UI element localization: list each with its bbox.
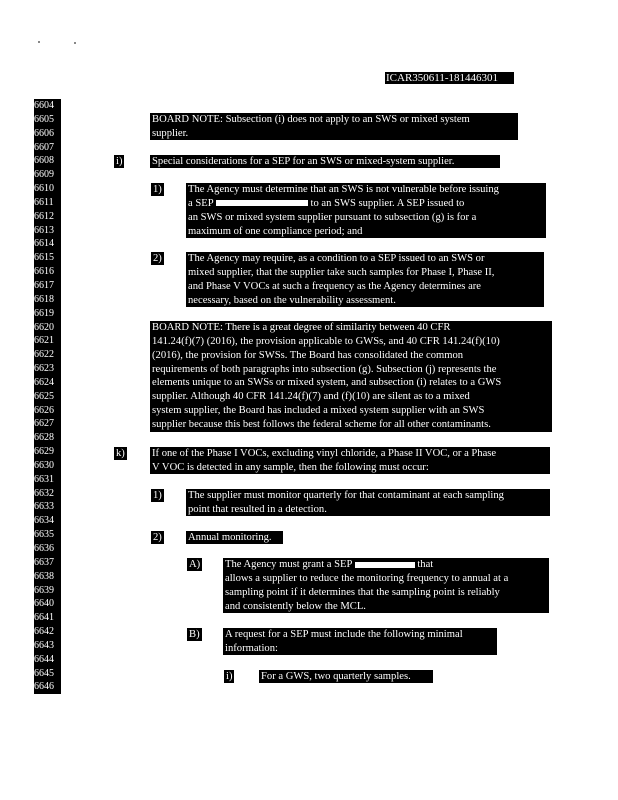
- line-number: 6641: [34, 612, 54, 624]
- item-k-line: If one of the Phase I VOCs, excluding vinyl chloride, a Phase II VOC, or a Phase: [152, 448, 497, 459]
- redaction-mark: [355, 562, 415, 568]
- item-i2-line: and Phase V VOCs at such a frequency as the Agency determines are: [188, 280, 482, 292]
- item-k1-line: The supplier must monitor quarterly for that contaminant at each sampling: [188, 490, 504, 501]
- board-note-1-line: BOARD NOTE: Subsection (i) does not apply to an SWS or mixed system: [152, 114, 470, 125]
- line-number: 6606: [34, 127, 54, 139]
- board-note-2: [150, 321, 552, 432]
- line-number: 6620: [34, 321, 54, 333]
- item-k2A-line: sampling point if it determines that the sampling point is reliably: [225, 586, 500, 598]
- line-number: 6616: [34, 266, 54, 278]
- item-i2-label: 2): [153, 253, 162, 264]
- line-number: 6610: [34, 183, 54, 195]
- board-note-2-line: (2016), the provision for SWSs. The Board has consolidated the common: [152, 349, 464, 361]
- line-number: 6639: [34, 584, 54, 596]
- line-number: 6613: [34, 224, 54, 236]
- item-i-line: Special considerations for a SEP for an SWS or mixed-system supplier.: [152, 156, 455, 167]
- line-number: 6611: [34, 196, 54, 208]
- item-k2A-text: [223, 558, 549, 613]
- item-i2-line: mixed supplier, that the supplier take such samples for Phase I, Phase II,: [188, 266, 495, 278]
- line-number: 6644: [34, 653, 54, 665]
- item-k1-label: 1): [153, 490, 162, 501]
- line-number: 6615: [34, 252, 54, 264]
- line-number: 6608: [34, 155, 54, 167]
- item-i1-segment: to an SWS supplier. A SEP issued to: [310, 197, 465, 209]
- item-k2Bi-text: [259, 670, 433, 683]
- item-i1-label: 1): [153, 184, 162, 195]
- item-i1-text: [186, 183, 546, 238]
- item-k2A-label: A): [189, 559, 201, 570]
- item-k-text: [150, 447, 550, 474]
- line-number: 6646: [34, 681, 54, 693]
- item-i2-line: The Agency may require, as a condition to a SEP issued to an SWS or: [188, 253, 485, 264]
- item-k2-line: Annual monitoring.: [188, 532, 272, 543]
- line-number: 6607: [34, 141, 54, 153]
- item-k1-text: [186, 489, 550, 516]
- line-number: 6612: [34, 210, 54, 222]
- line-number: 6636: [34, 543, 54, 554]
- item-k2B-label: B): [189, 629, 200, 640]
- line-number: 6624: [34, 376, 54, 388]
- board-note-2-line: 141.24(f)(7) (2016), the provision applicable to GWSs, and 40 CFR 141.24(f)(10): [152, 335, 500, 347]
- item-i1-line: [188, 197, 546, 211]
- item-k2A-line: allows a supplier to reduce the monitoring frequency to annual at a: [225, 572, 509, 584]
- line-number: 6618: [34, 293, 54, 305]
- line-number: 6627: [34, 418, 54, 430]
- line-number: 6619: [34, 307, 54, 319]
- item-i1-line: maximum of one compliance period; and: [188, 225, 363, 237]
- item-i2-text: [186, 252, 544, 307]
- item-i-label: i): [116, 156, 123, 167]
- line-number: 6642: [34, 626, 54, 638]
- item-i1-line: The Agency must determine that an SWS is not vulnerable before issuing: [188, 184, 499, 195]
- line-number: 6621: [34, 335, 54, 347]
- item-k-label: k): [116, 448, 125, 459]
- board-note-2-line: elements unique to an SWSs or mixed system, and subsection (i) relates to a GWS: [152, 377, 502, 389]
- line-number: 6623: [34, 363, 54, 375]
- item-k2B-line: A request for a SEP must include the following minimal: [225, 629, 463, 640]
- line-number: 6631: [34, 473, 54, 485]
- board-note-2-line: supplier. Although 40 CFR 141.24(f)(7) and (f)(10) are silent as to a mixed: [152, 391, 470, 403]
- line-number: 6604: [34, 100, 54, 111]
- item-k2A-line: [225, 558, 549, 572]
- line-number: 6614: [34, 238, 54, 250]
- item-i-text: [150, 155, 500, 168]
- line-number: 6617: [34, 279, 54, 291]
- item-k2B-text: [223, 628, 497, 655]
- board-note-2-line: supplier because this best follows the federal scheme for all other contaminants.: [152, 418, 491, 430]
- line-number: 6628: [34, 432, 54, 444]
- line-number: 6645: [34, 667, 54, 679]
- line-number: 6632: [34, 487, 54, 499]
- item-k2Bi-line: For a GWS, two quarterly samples.: [261, 671, 411, 682]
- line-number: 6643: [34, 639, 54, 651]
- item-k1-line: point that resulted in a detection.: [188, 503, 327, 515]
- board-note-1: [150, 113, 518, 140]
- item-i1-line: an SWS or mixed system supplier pursuant to subsection (g) is for a: [188, 211, 477, 223]
- line-number: 6630: [34, 459, 54, 471]
- line-number: 6622: [34, 349, 54, 361]
- item-k2-text: [186, 531, 283, 544]
- item-i1-segment: a SEP: [188, 197, 214, 209]
- line-number: 6626: [34, 404, 54, 416]
- board-note-2-line: requirements of both paragraphs into subsection (g). Subsection (j) represents the: [152, 363, 497, 375]
- redaction-mark: [216, 200, 308, 206]
- item-k-line: V VOC is detected in any sample, then the following must occur:: [152, 461, 429, 473]
- line-number: 6634: [34, 515, 54, 527]
- item-k2-label: 2): [153, 532, 162, 543]
- item-k2A-line: and consistently below the MCL.: [225, 600, 366, 612]
- item-k2B-line: information:: [225, 642, 278, 654]
- item-k2Bi-label: i): [226, 671, 233, 682]
- item-k2A-segment: The Agency must grant a SEP: [225, 559, 353, 570]
- line-number: 6625: [34, 390, 54, 402]
- line-number: 6609: [34, 169, 54, 181]
- line-number: 6605: [34, 113, 54, 125]
- board-note-2-line: system supplier, the Board has included a mixed system supplier with an SWS: [152, 405, 485, 417]
- line-number-column: [34, 99, 61, 694]
- document-id-header: ICAR350611-181446301: [385, 72, 514, 84]
- scan-speck-left: [38, 41, 40, 43]
- scan-speck-right: [74, 42, 76, 44]
- board-note-1-line: supplier.: [152, 127, 189, 139]
- board-note-2-line: BOARD NOTE: There is a great degree of similarity between 40 CFR: [152, 322, 451, 333]
- line-number: 6638: [34, 570, 54, 582]
- line-number: 6633: [34, 501, 54, 513]
- item-i2-line: necessary, based on the vulnerability assessment.: [188, 294, 396, 306]
- line-number: 6629: [34, 446, 54, 458]
- line-number: 6635: [34, 529, 54, 541]
- line-number: 6640: [34, 598, 54, 610]
- line-number: 6637: [34, 556, 54, 568]
- item-k2A-segment: that: [417, 559, 434, 570]
